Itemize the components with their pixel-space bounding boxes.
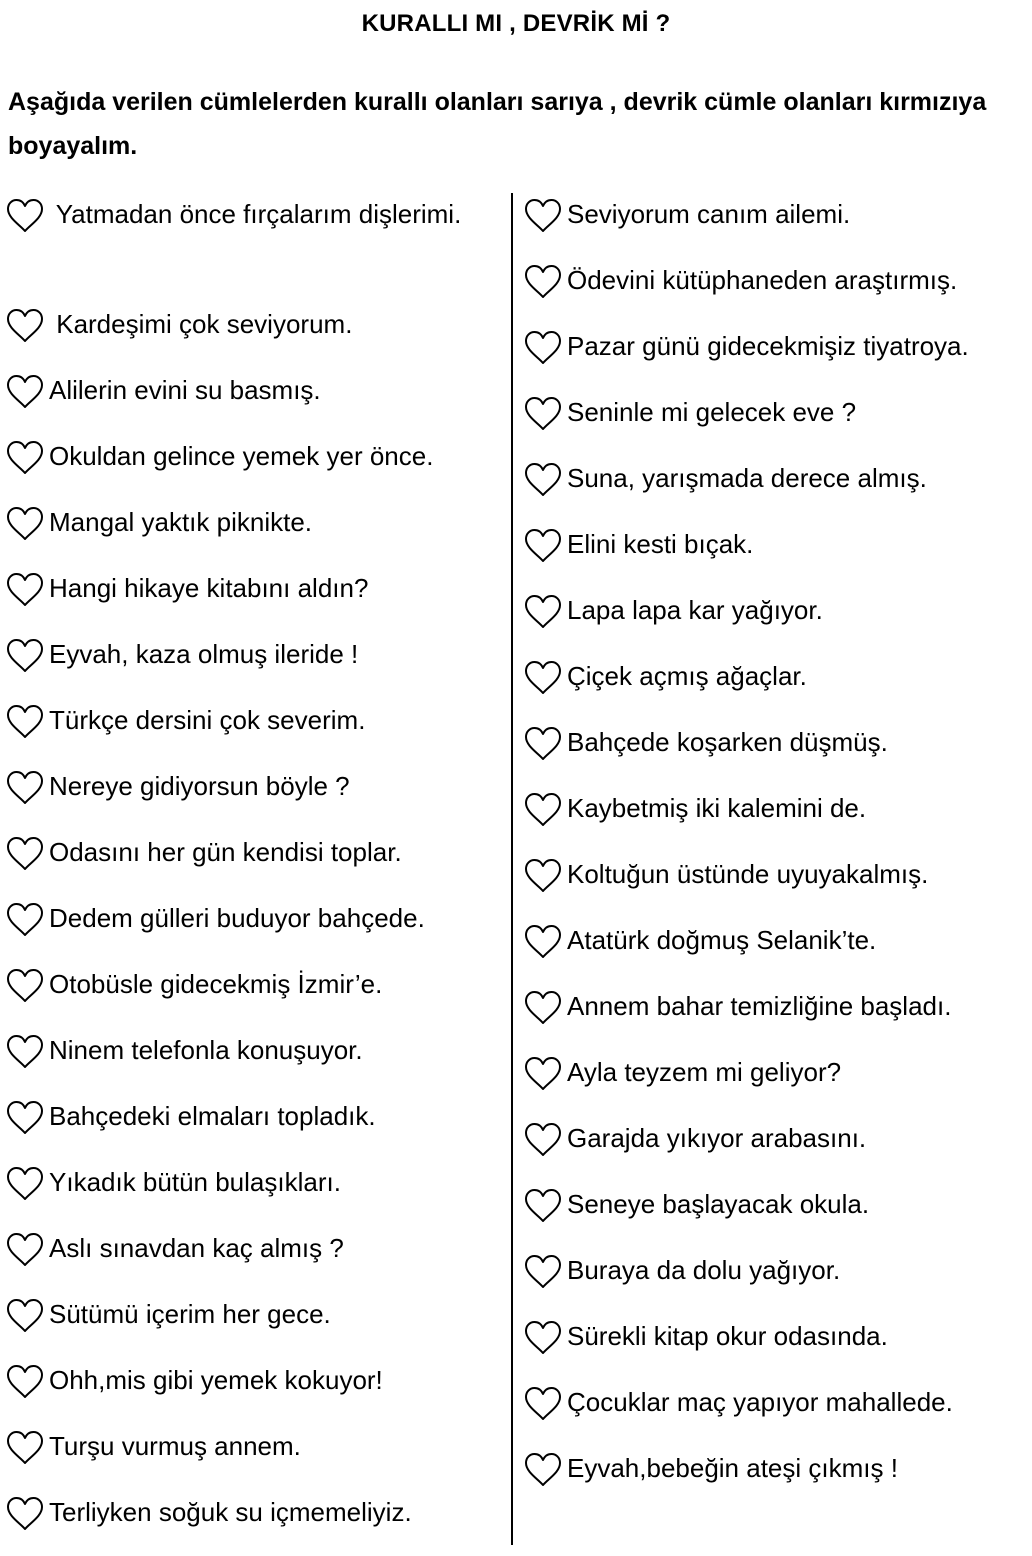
heart-outline-icon[interactable] xyxy=(524,264,562,300)
sentence-text: Dedem gülleri buduyor bahçede. xyxy=(49,903,425,933)
left-sentence-item[interactable] xyxy=(6,1226,501,1292)
sentence-text: Koltuğun üstünde uyuyakalmış. xyxy=(567,859,929,889)
sentence-text: Çiçek açmış ağaçlar. xyxy=(567,661,807,691)
sentence-text: Hangi hikaye kitabını aldın? xyxy=(49,573,369,603)
right-sentence-item[interactable] xyxy=(524,588,1024,654)
heart-outline-icon[interactable] xyxy=(6,506,44,542)
heart-outline-icon[interactable] xyxy=(6,198,44,234)
sentence-text: Alilerin evini su basmış. xyxy=(49,375,321,405)
right-sentence-item[interactable] xyxy=(524,390,1024,456)
left-sentence-item[interactable] xyxy=(6,1094,501,1160)
right-sentence-item[interactable] xyxy=(524,192,1024,258)
column-divider xyxy=(511,193,513,1545)
heart-outline-icon[interactable] xyxy=(524,660,562,696)
heart-outline-icon[interactable] xyxy=(6,1496,44,1532)
right-sentence-item[interactable] xyxy=(524,1380,1024,1446)
left-sentence-list xyxy=(6,192,501,1556)
right-sentence-item[interactable] xyxy=(524,1050,1024,1116)
heart-outline-icon[interactable] xyxy=(6,1430,44,1466)
sentence-text: Seviyorum canım ailemi. xyxy=(567,199,851,229)
right-sentence-item[interactable] xyxy=(524,1116,1024,1182)
heart-outline-icon[interactable] xyxy=(6,1298,44,1334)
sentence-text: Lapa lapa kar yağıyor. xyxy=(567,595,823,625)
sentence-text: Buraya da dolu yağıyor. xyxy=(567,1255,841,1285)
left-sentence-item[interactable] xyxy=(6,1160,501,1226)
heart-outline-icon[interactable] xyxy=(524,462,562,498)
left-sentence-item[interactable] xyxy=(6,1490,501,1556)
heart-outline-icon[interactable] xyxy=(524,858,562,894)
left-sentence-item[interactable] xyxy=(6,434,501,500)
right-sentence-item[interactable] xyxy=(524,720,1024,786)
heart-outline-icon[interactable] xyxy=(524,330,562,366)
heart-outline-icon[interactable] xyxy=(6,1034,44,1070)
sentence-text: Garajda yıkıyor arabasını. xyxy=(567,1123,867,1153)
right-sentence-item[interactable] xyxy=(524,258,1024,324)
sentence-text: Turşu vurmuş annem. xyxy=(49,1431,301,1461)
heart-outline-icon[interactable] xyxy=(524,1320,562,1356)
right-sentence-list xyxy=(524,192,1024,1512)
sentence-text: Ödevini kütüphaneden araştırmış. xyxy=(567,265,958,295)
sentence-text: Elini kesti bıçak. xyxy=(567,529,754,559)
left-sentence-item[interactable] xyxy=(6,1424,501,1490)
heart-outline-icon[interactable] xyxy=(6,638,44,674)
left-sentence-item[interactable] xyxy=(6,1028,501,1094)
sentence-text: Terliyken soğuk su içmemeliyiz. xyxy=(49,1497,412,1527)
sentence-text: Kardeşimi çok seviyorum. xyxy=(49,309,353,339)
heart-outline-icon[interactable] xyxy=(524,396,562,432)
sentence-text: Yatmadan önce fırçalarım dişlerimi. xyxy=(49,199,462,229)
sentence-text: Bahçedeki elmaları topladık. xyxy=(49,1101,376,1131)
left-sentence-item[interactable] xyxy=(6,500,501,566)
right-sentence-item[interactable] xyxy=(524,456,1024,522)
heart-outline-icon[interactable] xyxy=(6,770,44,806)
right-sentence-item[interactable] xyxy=(524,522,1024,588)
sentence-text: Ayla teyzem mi geliyor? xyxy=(567,1057,842,1087)
sentence-text: Türkçe dersini çok severim. xyxy=(49,705,366,735)
left-sentence-item[interactable] xyxy=(6,962,501,1028)
sentence-text: Suna, yarışmada derece almış. xyxy=(567,463,927,493)
sentence-text: Seninle mi gelecek eve ? xyxy=(567,397,857,427)
left-sentence-item[interactable] xyxy=(6,368,501,434)
sentence-text: Eyvah, kaza olmuş ileride ! xyxy=(49,639,359,669)
right-sentence-item[interactable] xyxy=(524,654,1024,720)
sentence-text: Otobüsle gidecekmiş İzmir’e. xyxy=(49,969,383,999)
sentence-text: Mangal yaktık piknikte. xyxy=(49,507,313,537)
heart-outline-icon[interactable] xyxy=(524,726,562,762)
sentence-text: Atatürk doğmuş Selanik’te. xyxy=(567,925,877,955)
heart-outline-icon[interactable] xyxy=(524,198,562,234)
heart-outline-icon[interactable] xyxy=(524,1122,562,1158)
left-sentence-item[interactable] xyxy=(6,764,501,830)
heart-outline-icon[interactable] xyxy=(524,1188,562,1224)
heart-outline-icon[interactable] xyxy=(6,902,44,938)
heart-outline-icon[interactable] xyxy=(6,1364,44,1400)
heart-outline-icon[interactable] xyxy=(6,374,44,410)
right-sentence-item[interactable] xyxy=(524,1314,1024,1380)
heart-outline-icon[interactable] xyxy=(524,528,562,564)
sentence-text: Aslı sınavdan kaç almış ? xyxy=(49,1233,344,1263)
heart-outline-icon[interactable] xyxy=(524,1452,562,1488)
left-sentence-item[interactable] xyxy=(6,830,501,896)
heart-outline-icon[interactable] xyxy=(6,572,44,608)
right-sentence-item[interactable] xyxy=(524,852,1024,918)
sentence-text: Ninem telefonla konuşuyor. xyxy=(49,1035,363,1065)
sentence-text: Çocuklar maç yapıyor mahallede. xyxy=(567,1387,953,1417)
heart-outline-icon[interactable] xyxy=(6,1166,44,1202)
heart-outline-icon[interactable] xyxy=(524,990,562,1026)
right-sentence-item[interactable] xyxy=(524,786,1024,852)
sentence-text: Pazar günü gidecekmişiz tiyatroya. xyxy=(567,331,969,361)
sentence-text: Ohh,mis gibi yemek kokuyor! xyxy=(49,1365,383,1395)
heart-outline-icon[interactable] xyxy=(6,440,44,476)
heart-outline-icon[interactable] xyxy=(6,1100,44,1136)
sentence-text: Kaybetmiş iki kalemini de. xyxy=(567,793,867,823)
heart-outline-icon[interactable] xyxy=(524,1254,562,1290)
left-sentence-item[interactable] xyxy=(6,1358,501,1424)
heart-outline-icon[interactable] xyxy=(6,704,44,740)
heart-outline-icon[interactable] xyxy=(524,1386,562,1422)
left-sentence-item[interactable] xyxy=(6,1292,501,1358)
heart-outline-icon[interactable] xyxy=(524,1056,562,1092)
sentence-text: Odasını her gün kendisi toplar. xyxy=(49,837,402,867)
heart-outline-icon[interactable] xyxy=(6,968,44,1004)
sentence-text: Okuldan gelince yemek yer önce. xyxy=(49,441,434,471)
heart-outline-icon[interactable] xyxy=(524,924,562,960)
sentence-text: Eyvah,bebeğin ateşi çıkmış ! xyxy=(567,1453,898,1483)
left-sentence-item[interactable] xyxy=(6,698,501,764)
sentence-text: Yıkadık bütün bulaşıkları. xyxy=(49,1167,341,1197)
right-sentence-item[interactable] xyxy=(524,1182,1024,1248)
left-sentence-item[interactable] xyxy=(6,896,501,962)
worksheet-instruction: Aşağıda verilen cümlelerden kurallı olanları sarıya , devrik cümle olanları kırmızıya boyayalım. xyxy=(8,88,987,160)
sentence-text: Sürekli kitap okur odasında. xyxy=(567,1321,888,1351)
sentence-text: Bahçede koşarken düşmüş. xyxy=(567,727,888,757)
right-sentence-item[interactable] xyxy=(524,324,1024,390)
heart-outline-icon[interactable] xyxy=(524,792,562,828)
left-sentence-item[interactable] xyxy=(6,632,501,698)
sentence-text: Seneye başlayacak okula. xyxy=(567,1189,870,1219)
heart-outline-icon[interactable] xyxy=(524,594,562,630)
worksheet-title: KURALLI MI , DEVRİK Mİ ? xyxy=(361,10,671,37)
heart-outline-icon[interactable] xyxy=(6,308,44,344)
left-sentence-item[interactable] xyxy=(6,566,501,632)
sentence-text: Sütümü içerim her gece. xyxy=(49,1299,331,1329)
heart-outline-icon[interactable] xyxy=(6,836,44,872)
right-sentence-item[interactable] xyxy=(524,984,1024,1050)
sentence-text: Annem bahar temizliğine başladı. xyxy=(567,991,952,1021)
right-sentence-item[interactable] xyxy=(524,918,1024,984)
right-sentence-item[interactable] xyxy=(524,1248,1024,1314)
right-sentence-item[interactable] xyxy=(524,1446,1024,1512)
left-sentence-item[interactable] xyxy=(6,192,501,302)
sentence-text: Nereye gidiyorsun böyle ? xyxy=(49,771,350,801)
heart-outline-icon[interactable] xyxy=(6,1232,44,1268)
left-sentence-item[interactable] xyxy=(6,302,501,368)
